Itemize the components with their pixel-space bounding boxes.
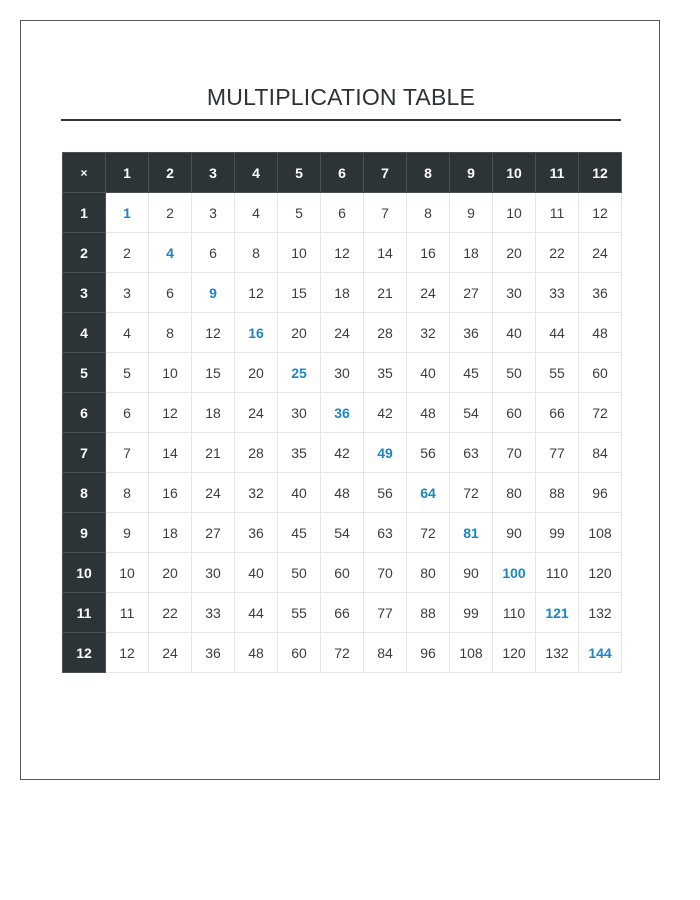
table-cell: 5 [106, 353, 149, 393]
table-cell: 8 [407, 193, 450, 233]
table-cell: 15 [192, 353, 235, 393]
column-header: 9 [450, 153, 493, 193]
table-cell: 5 [278, 193, 321, 233]
table-cell: 60 [278, 633, 321, 673]
table-cell: 30 [321, 353, 364, 393]
table-cell: 96 [407, 633, 450, 673]
row-header: 5 [63, 353, 106, 393]
table-row [63, 273, 622, 313]
diagonal-square-cell: 144 [579, 633, 622, 673]
table-cell: 36 [579, 273, 622, 313]
diagonal-square-cell: 25 [278, 353, 321, 393]
table-cell: 10 [149, 353, 192, 393]
title-divider [61, 119, 621, 121]
table-cell: 20 [278, 313, 321, 353]
table-row [63, 513, 622, 553]
table-cell: 22 [536, 233, 579, 273]
table-cell: 12 [192, 313, 235, 353]
row-header: 7 [63, 433, 106, 473]
table-row [63, 353, 622, 393]
table-cell: 36 [235, 513, 278, 553]
table-cell: 21 [192, 433, 235, 473]
diagonal-square-cell: 36 [321, 393, 364, 433]
table-cell: 42 [364, 393, 407, 433]
table-cell: 24 [407, 273, 450, 313]
table-cell: 3 [192, 193, 235, 233]
table-cell: 7 [364, 193, 407, 233]
table-row [63, 233, 622, 273]
column-header: 3 [192, 153, 235, 193]
table-cell: 20 [149, 553, 192, 593]
table-cell: 55 [536, 353, 579, 393]
table-cell: 72 [407, 513, 450, 553]
table-cell: 70 [493, 433, 536, 473]
table-cell: 72 [321, 633, 364, 673]
table-cell: 50 [493, 353, 536, 393]
row-header: 11 [63, 593, 106, 633]
table-cell: 36 [192, 633, 235, 673]
row-header: 2 [63, 233, 106, 273]
table-cell: 28 [364, 313, 407, 353]
column-header: 6 [321, 153, 364, 193]
column-header: 8 [407, 153, 450, 193]
table-cell: 60 [493, 393, 536, 433]
table-cell: 108 [450, 633, 493, 673]
table-row [63, 193, 622, 233]
diagonal-square-cell: 1 [106, 193, 149, 233]
row-header: 12 [63, 633, 106, 673]
table-cell: 56 [407, 433, 450, 473]
table-cell: 72 [450, 473, 493, 513]
column-header: 11 [536, 153, 579, 193]
diagonal-square-cell: 100 [493, 553, 536, 593]
table-cell: 63 [364, 513, 407, 553]
column-header: 1 [106, 153, 149, 193]
table-cell: 84 [364, 633, 407, 673]
table-body [63, 193, 622, 673]
table-row [63, 553, 622, 593]
table-cell: 77 [364, 593, 407, 633]
table-cell: 132 [579, 593, 622, 633]
table-cell: 66 [321, 593, 364, 633]
table-cell: 4 [235, 193, 278, 233]
diagonal-square-cell: 9 [192, 273, 235, 313]
table-cell: 6 [321, 193, 364, 233]
table-cell: 16 [149, 473, 192, 513]
table-cell: 14 [364, 233, 407, 273]
table-cell: 18 [450, 233, 493, 273]
table-cell: 66 [536, 393, 579, 433]
table-cell: 55 [278, 593, 321, 633]
column-header: 10 [493, 153, 536, 193]
table-cell: 60 [579, 353, 622, 393]
table-cell: 12 [106, 633, 149, 673]
table-cell: 88 [407, 593, 450, 633]
table-cell: 21 [364, 273, 407, 313]
table-cell: 4 [106, 313, 149, 353]
table-cell: 15 [278, 273, 321, 313]
table-cell: 80 [407, 553, 450, 593]
table-cell: 56 [364, 473, 407, 513]
table-cell: 8 [106, 473, 149, 513]
table-cell: 33 [192, 593, 235, 633]
table-cell: 8 [235, 233, 278, 273]
table-cell: 42 [321, 433, 364, 473]
table-cell: 3 [106, 273, 149, 313]
table-cell: 84 [579, 433, 622, 473]
table-cell: 35 [278, 433, 321, 473]
row-header: 9 [63, 513, 106, 553]
table-cell: 30 [278, 393, 321, 433]
table-cell: 24 [321, 313, 364, 353]
table-cell: 8 [149, 313, 192, 353]
table-cell: 22 [149, 593, 192, 633]
column-header: 7 [364, 153, 407, 193]
table-cell: 18 [321, 273, 364, 313]
table-cell: 20 [235, 353, 278, 393]
row-header: 6 [63, 393, 106, 433]
table-cell: 27 [192, 513, 235, 553]
table-cell: 32 [407, 313, 450, 353]
table-cell: 24 [149, 633, 192, 673]
table-cell: 108 [579, 513, 622, 553]
table-cell: 63 [450, 433, 493, 473]
table-cell: 9 [106, 513, 149, 553]
table-cell: 10 [493, 193, 536, 233]
table-cell: 40 [407, 353, 450, 393]
table-cell: 110 [493, 593, 536, 633]
column-header: 4 [235, 153, 278, 193]
table-cell: 30 [493, 273, 536, 313]
table-cell: 50 [278, 553, 321, 593]
table-cell: 96 [579, 473, 622, 513]
table-row [63, 393, 622, 433]
table-cell: 77 [536, 433, 579, 473]
table-cell: 120 [493, 633, 536, 673]
table-cell: 90 [450, 553, 493, 593]
table-cell: 18 [149, 513, 192, 553]
corner-multiply-symbol: × [63, 153, 106, 193]
table-cell: 28 [235, 433, 278, 473]
table-cell: 90 [493, 513, 536, 553]
header-row [63, 153, 622, 193]
table-cell: 44 [536, 313, 579, 353]
table-cell: 48 [321, 473, 364, 513]
multiplication-table [62, 152, 622, 673]
table-cell: 99 [450, 593, 493, 633]
table-cell: 45 [450, 353, 493, 393]
table-cell: 2 [149, 193, 192, 233]
table-row [63, 633, 622, 673]
table-row [63, 313, 622, 353]
table-cell: 33 [536, 273, 579, 313]
table-cell: 11 [536, 193, 579, 233]
column-header: 2 [149, 153, 192, 193]
document-page [20, 20, 660, 780]
table-cell: 14 [149, 433, 192, 473]
row-header: 3 [63, 273, 106, 313]
table-cell: 32 [235, 473, 278, 513]
page-title: MULTIPLICATION TABLE [206, 84, 476, 110]
row-header: 8 [63, 473, 106, 513]
table-cell: 24 [192, 473, 235, 513]
diagonal-square-cell: 49 [364, 433, 407, 473]
table-cell: 40 [493, 313, 536, 353]
diagonal-square-cell: 121 [536, 593, 579, 633]
table-cell: 12 [235, 273, 278, 313]
table-cell: 12 [149, 393, 192, 433]
table-cell: 36 [450, 313, 493, 353]
row-header: 4 [63, 313, 106, 353]
table-cell: 45 [278, 513, 321, 553]
table-cell: 48 [235, 633, 278, 673]
table-cell: 24 [235, 393, 278, 433]
table-cell: 16 [407, 233, 450, 273]
table-cell: 12 [579, 193, 622, 233]
table-cell: 18 [192, 393, 235, 433]
row-header: 1 [63, 193, 106, 233]
table-cell: 60 [321, 553, 364, 593]
table-cell: 110 [536, 553, 579, 593]
column-header: 5 [278, 153, 321, 193]
table-cell: 80 [493, 473, 536, 513]
table-cell: 12 [321, 233, 364, 273]
table-cell: 10 [278, 233, 321, 273]
table-cell: 6 [149, 273, 192, 313]
column-header: 12 [579, 153, 622, 193]
table-cell: 6 [106, 393, 149, 433]
table-cell: 11 [106, 593, 149, 633]
table-cell: 70 [364, 553, 407, 593]
table-cell: 40 [235, 553, 278, 593]
table-cell: 35 [364, 353, 407, 393]
table-cell: 2 [106, 233, 149, 273]
table-cell: 120 [579, 553, 622, 593]
table-cell: 88 [536, 473, 579, 513]
table-cell: 44 [235, 593, 278, 633]
table-cell: 54 [450, 393, 493, 433]
table-cell: 40 [278, 473, 321, 513]
table-row [63, 473, 622, 513]
table-cell: 10 [106, 553, 149, 593]
table-row [63, 593, 622, 633]
diagonal-square-cell: 4 [149, 233, 192, 273]
table-cell: 132 [536, 633, 579, 673]
table-cell: 9 [450, 193, 493, 233]
table-cell: 6 [192, 233, 235, 273]
diagonal-square-cell: 81 [450, 513, 493, 553]
table-row [63, 433, 622, 473]
table-cell: 99 [536, 513, 579, 553]
table-cell: 48 [407, 393, 450, 433]
row-header: 10 [63, 553, 106, 593]
table-cell: 27 [450, 273, 493, 313]
table-cell: 24 [579, 233, 622, 273]
diagonal-square-cell: 16 [235, 313, 278, 353]
table-cell: 30 [192, 553, 235, 593]
table-cell: 54 [321, 513, 364, 553]
diagonal-square-cell: 64 [407, 473, 450, 513]
table-cell: 48 [579, 313, 622, 353]
table-cell: 7 [106, 433, 149, 473]
table-cell: 20 [493, 233, 536, 273]
table-cell: 72 [579, 393, 622, 433]
